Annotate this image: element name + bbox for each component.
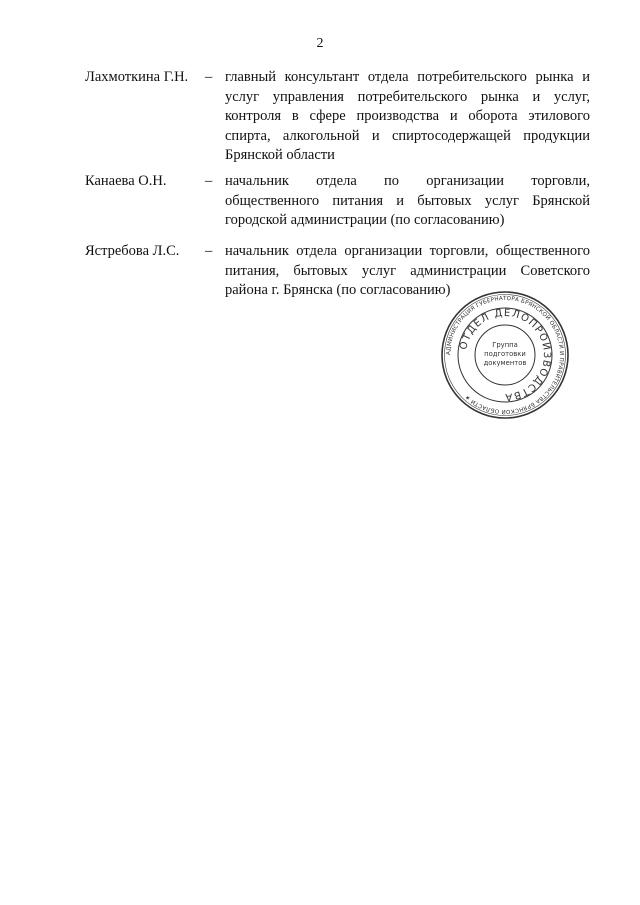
dash: – [205, 173, 213, 189]
person-name: Лахмоткина Г.Н. [85, 69, 189, 85]
dash: – [205, 69, 213, 85]
person-name: Канаева О.Н. [85, 173, 167, 189]
dash: – [205, 243, 213, 259]
stamp-seal-icon [440, 290, 570, 420]
official-stamp [440, 290, 570, 420]
stamp-center-line-2: подготовки [484, 350, 526, 358]
stamp-center-line-1: Группа [492, 341, 518, 349]
stamp-inner-text: ОТДЕЛ ДЕЛОПРОИЗВОДСТВА [458, 307, 553, 403]
person-position: начальник отдела организации торговли, общественного питания, бытовых услуг администрации Советского района г. Брянска (по согласованию) [225, 243, 590, 298]
person-position: главный консультант отдела потребительского рынка и услуг управления потребительского рынка и услуг, контроля в сфере производства и оборота этилового спирта, алкогольной и спиртосодержащей продукции Брянской области [225, 69, 590, 163]
stamp-outer-text: АДМИНИСТРАЦИЯ ГУБЕРНАТОРА БРЯНСКОЙ ОБЛАСТИ И ПРАВИТЕЛЬСТВА БРЯНСКОЙ ОБЛАСТИ ★ [445, 295, 565, 415]
person-name: Ястребова Л.С. [85, 243, 180, 259]
person-position: начальник отдела по организации торговли, общественного питания и бытовых услуг Брянской городской администрации (по согласованию) [225, 173, 590, 228]
page-number: 2 [316, 36, 324, 51]
stamp-center-line-3: документов [483, 359, 527, 367]
